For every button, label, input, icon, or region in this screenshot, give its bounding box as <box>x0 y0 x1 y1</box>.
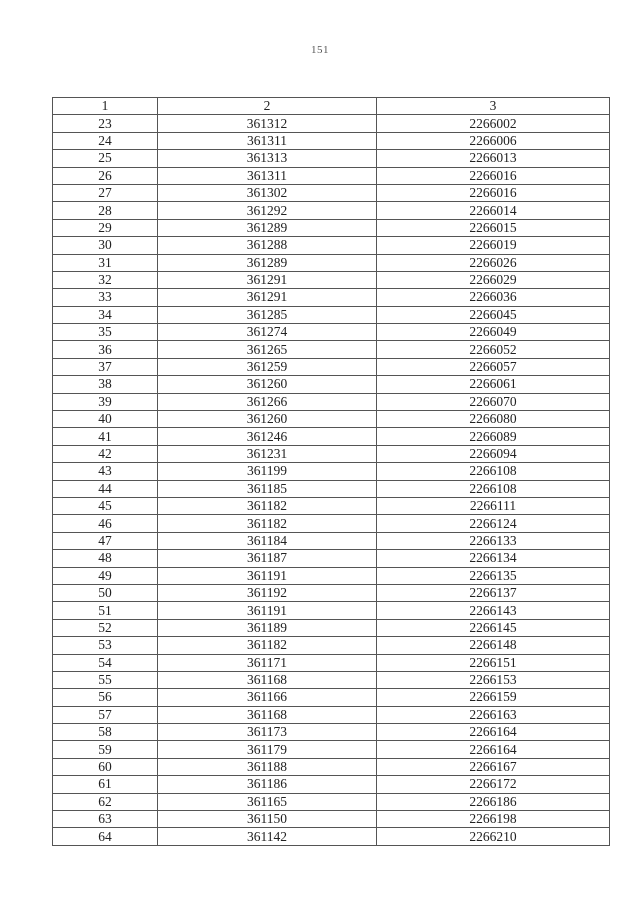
table-cell-col-2: 361288 <box>158 237 377 254</box>
column-header-1: 1 <box>53 98 158 115</box>
table-cell-col-1: 42 <box>53 445 158 462</box>
table-cell-col-1: 25 <box>53 150 158 167</box>
table-row <box>53 150 610 167</box>
table-cell-col-1: 64 <box>53 828 158 845</box>
table-row <box>53 376 610 393</box>
table-cell-col-3: 2266016 <box>377 184 610 201</box>
table-cell-col-2: 361168 <box>158 671 377 688</box>
table-cell-col-3: 2266135 <box>377 567 610 584</box>
table-row <box>53 115 610 132</box>
table-cell-col-2: 361265 <box>158 341 377 358</box>
table-cell-col-3: 2266172 <box>377 776 610 793</box>
table-row <box>53 567 610 584</box>
table-row <box>53 202 610 219</box>
table-cell-col-2: 361142 <box>158 828 377 845</box>
table-row <box>53 254 610 271</box>
table-cell-col-2: 361313 <box>158 150 377 167</box>
table-cell-col-1: 58 <box>53 724 158 741</box>
table-cell-col-3: 2266026 <box>377 254 610 271</box>
column-header-2: 2 <box>158 98 377 115</box>
table-cell-col-1: 49 <box>53 567 158 584</box>
table-cell-col-3: 2266151 <box>377 654 610 671</box>
table-row <box>53 237 610 254</box>
table-cell-col-2: 361186 <box>158 776 377 793</box>
table-cell-col-3: 2266015 <box>377 219 610 236</box>
table-cell-col-1: 32 <box>53 271 158 288</box>
table-row <box>53 184 610 201</box>
table-cell-col-1: 57 <box>53 706 158 723</box>
table-cell-col-1: 61 <box>53 776 158 793</box>
table-row <box>53 776 610 793</box>
table-cell-col-3: 2266137 <box>377 584 610 601</box>
table-cell-col-2: 361192 <box>158 584 377 601</box>
table-cell-col-2: 361312 <box>158 115 377 132</box>
table-row <box>53 811 610 828</box>
table-cell-col-3: 2266111 <box>377 497 610 514</box>
table-cell-col-3: 2266002 <box>377 115 610 132</box>
table-cell-col-1: 28 <box>53 202 158 219</box>
table-cell-col-1: 40 <box>53 411 158 428</box>
table-row <box>53 602 610 619</box>
table-cell-col-3: 2266148 <box>377 637 610 654</box>
table-cell-col-3: 2266163 <box>377 706 610 723</box>
table-cell-col-2: 361165 <box>158 793 377 810</box>
table-row <box>53 724 610 741</box>
table-cell-col-2: 361187 <box>158 550 377 567</box>
table-cell-col-2: 361179 <box>158 741 377 758</box>
table-row <box>53 828 610 845</box>
table-row <box>53 358 610 375</box>
table-cell-col-3: 2266019 <box>377 237 610 254</box>
table-cell-col-1: 41 <box>53 428 158 445</box>
table-cell-col-2: 361231 <box>158 445 377 462</box>
table-cell-col-3: 2266049 <box>377 324 610 341</box>
table-row <box>53 132 610 149</box>
table-cell-col-1: 44 <box>53 480 158 497</box>
table-row <box>53 219 610 236</box>
table-cell-col-3: 2266143 <box>377 602 610 619</box>
table-row <box>53 619 610 636</box>
table-cell-col-2: 361246 <box>158 428 377 445</box>
table-header-row <box>53 98 610 115</box>
table-cell-col-3: 2266145 <box>377 619 610 636</box>
table-cell-col-1: 34 <box>53 306 158 323</box>
table-cell-col-2: 361182 <box>158 497 377 514</box>
table-cell-col-1: 45 <box>53 497 158 514</box>
table-cell-col-3: 2266006 <box>377 132 610 149</box>
table-cell-col-1: 29 <box>53 219 158 236</box>
table-cell-col-2: 361182 <box>158 515 377 532</box>
table-cell-col-1: 47 <box>53 532 158 549</box>
table-cell-col-2: 361168 <box>158 706 377 723</box>
table-cell-col-3: 2266029 <box>377 271 610 288</box>
table-cell-col-2: 361182 <box>158 637 377 654</box>
table-row <box>53 480 610 497</box>
table-cell-col-2: 361191 <box>158 602 377 619</box>
page-number: 151 <box>311 44 329 56</box>
table-row <box>53 411 610 428</box>
table-cell-col-2: 361150 <box>158 811 377 828</box>
table-cell-col-3: 2266167 <box>377 758 610 775</box>
table-cell-col-3: 2266070 <box>377 393 610 410</box>
table-cell-col-1: 55 <box>53 671 158 688</box>
table-cell-col-1: 51 <box>53 602 158 619</box>
table-cell-col-1: 59 <box>53 741 158 758</box>
table-row <box>53 341 610 358</box>
table-cell-col-1: 62 <box>53 793 158 810</box>
table-cell-col-1: 48 <box>53 550 158 567</box>
table-cell-col-1: 46 <box>53 515 158 532</box>
table-cell-col-2: 361302 <box>158 184 377 201</box>
table-cell-col-2: 361188 <box>158 758 377 775</box>
table-cell-col-2: 361171 <box>158 654 377 671</box>
table-cell-col-2: 361189 <box>158 619 377 636</box>
table-cell-col-3: 2266198 <box>377 811 610 828</box>
table-cell-col-2: 361260 <box>158 376 377 393</box>
table-cell-col-1: 63 <box>53 811 158 828</box>
coordinates-table <box>52 97 610 846</box>
table-row <box>53 689 610 706</box>
table-row <box>53 637 610 654</box>
table-row <box>53 532 610 549</box>
table-cell-col-2: 361166 <box>158 689 377 706</box>
table-cell-col-1: 56 <box>53 689 158 706</box>
table-cell-col-1: 37 <box>53 358 158 375</box>
table-row <box>53 741 610 758</box>
table-row <box>53 167 610 184</box>
table-cell-col-3: 2266045 <box>377 306 610 323</box>
table-body <box>53 115 610 845</box>
table-row <box>53 306 610 323</box>
table-cell-col-3: 2266134 <box>377 550 610 567</box>
table-cell-col-1: 43 <box>53 463 158 480</box>
table-row <box>53 654 610 671</box>
table-cell-col-2: 361260 <box>158 411 377 428</box>
table-cell-col-2: 361311 <box>158 167 377 184</box>
table-cell-col-3: 2266089 <box>377 428 610 445</box>
table-cell-col-2: 361199 <box>158 463 377 480</box>
table-row <box>53 289 610 306</box>
table-row <box>53 515 610 532</box>
table-cell-col-2: 361259 <box>158 358 377 375</box>
table-cell-col-2: 361274 <box>158 324 377 341</box>
table-row <box>53 463 610 480</box>
table-cell-col-3: 2266164 <box>377 741 610 758</box>
table-row <box>53 706 610 723</box>
table-cell-col-3: 2266159 <box>377 689 610 706</box>
table-cell-col-3: 2266210 <box>377 828 610 845</box>
table-cell-col-2: 361191 <box>158 567 377 584</box>
table-cell-col-3: 2266036 <box>377 289 610 306</box>
table-cell-col-1: 35 <box>53 324 158 341</box>
table-cell-col-2: 361291 <box>158 289 377 306</box>
table-row <box>53 428 610 445</box>
table-cell-col-3: 2266016 <box>377 167 610 184</box>
table-cell-col-1: 26 <box>53 167 158 184</box>
table-row <box>53 324 610 341</box>
table-cell-col-1: 30 <box>53 237 158 254</box>
table-cell-col-3: 2266080 <box>377 411 610 428</box>
table-cell-col-1: 36 <box>53 341 158 358</box>
table-row <box>53 550 610 567</box>
table-cell-col-2: 361285 <box>158 306 377 323</box>
table-cell-col-1: 54 <box>53 654 158 671</box>
column-header-3: 3 <box>377 98 610 115</box>
table-row <box>53 671 610 688</box>
table-cell-col-3: 2266052 <box>377 341 610 358</box>
table-cell-col-3: 2266108 <box>377 480 610 497</box>
table-cell-col-1: 50 <box>53 584 158 601</box>
table-cell-col-1: 31 <box>53 254 158 271</box>
table-cell-col-3: 2266013 <box>377 150 610 167</box>
table-row <box>53 497 610 514</box>
table-cell-col-1: 23 <box>53 115 158 132</box>
table-row <box>53 393 610 410</box>
table-cell-col-3: 2266124 <box>377 515 610 532</box>
table-cell-col-2: 361311 <box>158 132 377 149</box>
table-cell-col-2: 361184 <box>158 532 377 549</box>
table-cell-col-1: 33 <box>53 289 158 306</box>
table-cell-col-3: 2266164 <box>377 724 610 741</box>
table-row <box>53 271 610 288</box>
table-cell-col-3: 2266186 <box>377 793 610 810</box>
table-cell-col-1: 60 <box>53 758 158 775</box>
table-cell-col-2: 361292 <box>158 202 377 219</box>
table-cell-col-1: 38 <box>53 376 158 393</box>
table-cell-col-3: 2266153 <box>377 671 610 688</box>
table-cell-col-1: 24 <box>53 132 158 149</box>
table-cell-col-3: 2266108 <box>377 463 610 480</box>
table-cell-col-2: 361291 <box>158 271 377 288</box>
table-cell-col-2: 361289 <box>158 219 377 236</box>
table-cell-col-1: 52 <box>53 619 158 636</box>
table-cell-col-1: 53 <box>53 637 158 654</box>
table-row <box>53 793 610 810</box>
table-cell-col-3: 2266094 <box>377 445 610 462</box>
table-row <box>53 584 610 601</box>
table-cell-col-2: 361289 <box>158 254 377 271</box>
table-cell-col-1: 39 <box>53 393 158 410</box>
table-row <box>53 445 610 462</box>
table-cell-col-3: 2266061 <box>377 376 610 393</box>
table-cell-col-3: 2266133 <box>377 532 610 549</box>
table-cell-col-2: 361266 <box>158 393 377 410</box>
table-cell-col-3: 2266014 <box>377 202 610 219</box>
table-cell-col-1: 27 <box>53 184 158 201</box>
table-cell-col-2: 361185 <box>158 480 377 497</box>
table-cell-col-3: 2266057 <box>377 358 610 375</box>
table-row <box>53 758 610 775</box>
table-cell-col-2: 361173 <box>158 724 377 741</box>
